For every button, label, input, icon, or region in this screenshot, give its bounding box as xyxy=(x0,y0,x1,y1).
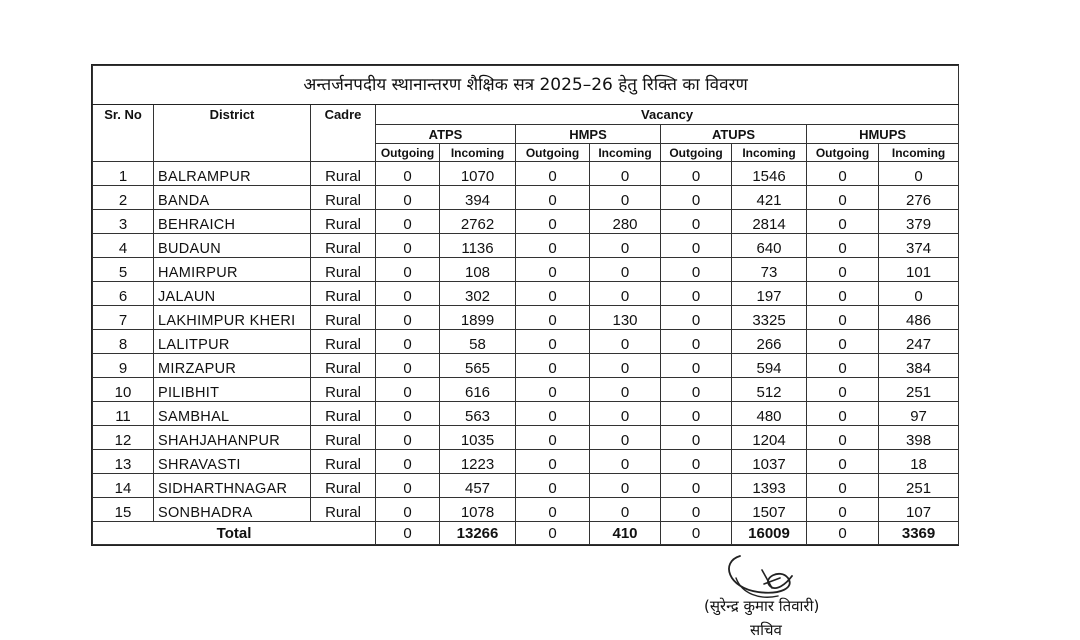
vacancy-cell: 0 xyxy=(661,498,732,522)
vacancy-cell: 0 xyxy=(376,234,440,258)
cadre-cell: Rural xyxy=(311,498,376,522)
vacancy-cell: 58 xyxy=(440,330,516,354)
incoming-header: Incoming xyxy=(590,144,661,162)
vacancy-cell: 0 xyxy=(516,234,590,258)
vacancy-cell: 1507 xyxy=(732,498,807,522)
vacancy-cell: 251 xyxy=(879,378,959,402)
vacancy-cell: 107 xyxy=(879,498,959,522)
vacancy-cell: 0 xyxy=(807,330,879,354)
vacancy-cell: 0 xyxy=(590,186,661,210)
vacancy-cell: 197 xyxy=(732,282,807,306)
vacancy-cell: 247 xyxy=(879,330,959,354)
vacancy-cell: 0 xyxy=(590,474,661,498)
district-cell: BALRAMPUR xyxy=(154,162,311,186)
vacancy-cell: 0 xyxy=(376,498,440,522)
cadre-cell: Rural xyxy=(311,330,376,354)
vacancy-cell: 0 xyxy=(516,210,590,234)
vacancy-cell: 0 xyxy=(590,402,661,426)
district-cell: BUDAUN xyxy=(154,234,311,258)
district-cell: JALAUN xyxy=(154,282,311,306)
group-header-hmps: HMPS xyxy=(516,125,661,144)
vacancy-cell: 0 xyxy=(376,330,440,354)
sr-no-cell: 10 xyxy=(93,378,154,402)
table-row xyxy=(93,378,959,402)
group-header-atups: ATUPS xyxy=(661,125,807,144)
sr-no-cell: 9 xyxy=(93,354,154,378)
vacancy-cell: 0 xyxy=(661,258,732,282)
vacancy-cell: 0 xyxy=(516,354,590,378)
vacancy-cell: 0 xyxy=(807,210,879,234)
page-title: अन्तर्जनपदीय स्थानान्तरण शैक्षिक सत्र 2025–26 हेतु रिक्ति का विवरण xyxy=(93,66,959,105)
vacancy-cell: 0 xyxy=(807,162,879,186)
table-row xyxy=(93,258,959,282)
vacancy-cell: 512 xyxy=(732,378,807,402)
vacancy-cell: 0 xyxy=(590,354,661,378)
vacancy-cell: 0 xyxy=(590,282,661,306)
cadre-header: Cadre xyxy=(311,105,376,162)
vacancy-cell: 0 xyxy=(879,282,959,306)
vacancy-cell: 0 xyxy=(661,330,732,354)
cadre-cell: Rural xyxy=(311,306,376,330)
vacancy-cell: 616 xyxy=(440,378,516,402)
vacancy-cell: 0 xyxy=(661,162,732,186)
vacancy-cell: 0 xyxy=(516,282,590,306)
outgoing-header: Outgoing xyxy=(807,144,879,162)
vacancy-cell: 1393 xyxy=(732,474,807,498)
vacancy-table xyxy=(92,65,959,545)
vacancy-cell: 266 xyxy=(732,330,807,354)
district-cell: MIRZAPUR xyxy=(154,354,311,378)
cadre-cell: Rural xyxy=(311,210,376,234)
total-cell: 13266 xyxy=(440,522,516,545)
vacancy-cell: 0 xyxy=(661,474,732,498)
vacancy-cell: 0 xyxy=(516,378,590,402)
cadre-cell: Rural xyxy=(311,282,376,306)
vacancy-cell: 1899 xyxy=(440,306,516,330)
vacancy-table-sheet xyxy=(91,64,959,546)
vacancy-cell: 0 xyxy=(807,474,879,498)
vacancy-cell: 1204 xyxy=(732,426,807,450)
outgoing-header: Outgoing xyxy=(661,144,732,162)
vacancy-cell: 0 xyxy=(661,426,732,450)
signatory-name: (सुरेन्द्र कुमार तिवारी) xyxy=(704,597,820,615)
vacancy-cell: 0 xyxy=(516,258,590,282)
sr-no-cell: 1 xyxy=(93,162,154,186)
outgoing-header: Outgoing xyxy=(376,144,440,162)
vacancy-cell: 1078 xyxy=(440,498,516,522)
table-row xyxy=(93,330,959,354)
vacancy-cell: 0 xyxy=(879,162,959,186)
vacancy-cell: 0 xyxy=(376,258,440,282)
vacancy-cell: 640 xyxy=(732,234,807,258)
vacancy-cell: 0 xyxy=(516,426,590,450)
vacancy-cell: 563 xyxy=(440,402,516,426)
sr-no-cell: 12 xyxy=(93,426,154,450)
vacancy-cell: 101 xyxy=(879,258,959,282)
total-cell: 0 xyxy=(661,522,732,545)
vacancy-cell: 0 xyxy=(376,450,440,474)
vacancy-cell: 1546 xyxy=(732,162,807,186)
vacancy-cell: 18 xyxy=(879,450,959,474)
vacancy-cell: 457 xyxy=(440,474,516,498)
vacancy-cell: 2762 xyxy=(440,210,516,234)
table-row xyxy=(93,186,959,210)
district-cell: SAMBHAL xyxy=(154,402,311,426)
vacancy-cell: 0 xyxy=(516,306,590,330)
sr-no-cell: 13 xyxy=(93,450,154,474)
incoming-header: Incoming xyxy=(440,144,516,162)
vacancy-cell: 565 xyxy=(440,354,516,378)
table-row xyxy=(93,234,959,258)
sr-no-cell: 11 xyxy=(93,402,154,426)
vacancy-cell: 0 xyxy=(590,498,661,522)
vacancy-cell: 0 xyxy=(807,378,879,402)
sr-no-header: Sr. No xyxy=(93,105,154,162)
vacancy-cell: 480 xyxy=(732,402,807,426)
table-row xyxy=(93,162,959,186)
vacancy-cell: 1223 xyxy=(440,450,516,474)
cadre-cell: Rural xyxy=(311,186,376,210)
district-cell: SHAHJAHANPUR xyxy=(154,426,311,450)
vacancy-cell: 1136 xyxy=(440,234,516,258)
district-cell: SIDHARTHNAGAR xyxy=(154,474,311,498)
vacancy-cell: 0 xyxy=(807,402,879,426)
total-cell: 0 xyxy=(516,522,590,545)
vacancy-cell: 280 xyxy=(590,210,661,234)
district-cell: PILIBHIT xyxy=(154,378,311,402)
sr-no-cell: 15 xyxy=(93,498,154,522)
vacancy-cell: 0 xyxy=(376,282,440,306)
district-cell: LAKHIMPUR KHERI xyxy=(154,306,311,330)
vacancy-cell: 0 xyxy=(661,186,732,210)
cadre-cell: Rural xyxy=(311,354,376,378)
total-cell: 410 xyxy=(590,522,661,545)
vacancy-cell: 398 xyxy=(879,426,959,450)
vacancy-cell: 0 xyxy=(376,186,440,210)
district-cell: HAMIRPUR xyxy=(154,258,311,282)
vacancy-cell: 0 xyxy=(661,450,732,474)
vacancy-cell: 73 xyxy=(732,258,807,282)
vacancy-cell: 0 xyxy=(376,210,440,234)
district-cell: SHRAVASTI xyxy=(154,450,311,474)
total-cell: 0 xyxy=(376,522,440,545)
vacancy-cell: 0 xyxy=(516,402,590,426)
vacancy-cell: 594 xyxy=(732,354,807,378)
vacancy-cell: 0 xyxy=(807,354,879,378)
vacancy-cell: 0 xyxy=(516,474,590,498)
vacancy-cell: 374 xyxy=(879,234,959,258)
vacancy-cell: 0 xyxy=(376,378,440,402)
vacancy-cell: 0 xyxy=(661,378,732,402)
vacancy-cell: 384 xyxy=(879,354,959,378)
vacancy-cell: 97 xyxy=(879,402,959,426)
district-cell: BANDA xyxy=(154,186,311,210)
vacancy-cell: 0 xyxy=(590,450,661,474)
total-row xyxy=(93,522,959,545)
vacancy-cell: 0 xyxy=(807,258,879,282)
vacancy-cell: 0 xyxy=(661,402,732,426)
cadre-cell: Rural xyxy=(311,402,376,426)
vacancy-cell: 379 xyxy=(879,210,959,234)
district-cell: SONBHADRA xyxy=(154,498,311,522)
vacancy-cell: 421 xyxy=(732,186,807,210)
vacancy-cell: 0 xyxy=(516,450,590,474)
vacancy-cell: 0 xyxy=(807,186,879,210)
vacancy-cell: 0 xyxy=(516,162,590,186)
vacancy-cell: 1037 xyxy=(732,450,807,474)
table-row xyxy=(93,210,959,234)
vacancy-cell: 0 xyxy=(661,282,732,306)
vacancy-cell: 2814 xyxy=(732,210,807,234)
vacancy-cell: 0 xyxy=(376,402,440,426)
vacancy-cell: 251 xyxy=(879,474,959,498)
sr-no-cell: 4 xyxy=(93,234,154,258)
table-row xyxy=(93,474,959,498)
vacancy-cell: 0 xyxy=(590,330,661,354)
signatory-post: सचिव xyxy=(750,621,782,639)
vacancy-cell: 0 xyxy=(376,306,440,330)
district-cell: LALITPUR xyxy=(154,330,311,354)
table-body xyxy=(93,162,959,522)
vacancy-cell: 130 xyxy=(590,306,661,330)
vacancy-cell: 0 xyxy=(807,426,879,450)
group-header-hmups: HMUPS xyxy=(807,125,959,144)
vacancy-cell: 0 xyxy=(590,234,661,258)
vacancy-cell: 0 xyxy=(376,426,440,450)
total-cell: 3369 xyxy=(879,522,959,545)
table-row xyxy=(93,450,959,474)
sr-no-cell: 7 xyxy=(93,306,154,330)
table-row xyxy=(93,402,959,426)
cadre-cell: Rural xyxy=(311,450,376,474)
cadre-cell: Rural xyxy=(311,474,376,498)
table-row xyxy=(93,426,959,450)
cadre-cell: Rural xyxy=(311,258,376,282)
cadre-cell: Rural xyxy=(311,426,376,450)
vacancy-cell: 0 xyxy=(661,234,732,258)
vacancy-cell: 302 xyxy=(440,282,516,306)
vacancy-header: Vacancy xyxy=(376,105,959,125)
vacancy-cell: 0 xyxy=(590,162,661,186)
vacancy-cell: 0 xyxy=(590,258,661,282)
vacancy-cell: 1035 xyxy=(440,426,516,450)
district-header: District xyxy=(154,105,311,162)
vacancy-cell: 276 xyxy=(879,186,959,210)
cadre-cell: Rural xyxy=(311,162,376,186)
table-row xyxy=(93,282,959,306)
table-row xyxy=(93,498,959,522)
cadre-cell: Rural xyxy=(311,234,376,258)
total-cell: 16009 xyxy=(732,522,807,545)
outgoing-header: Outgoing xyxy=(516,144,590,162)
sr-no-cell: 6 xyxy=(93,282,154,306)
vacancy-cell: 0 xyxy=(590,426,661,450)
vacancy-cell: 0 xyxy=(807,282,879,306)
group-header-atps: ATPS xyxy=(376,125,516,144)
table-row xyxy=(93,354,959,378)
vacancy-cell: 0 xyxy=(661,306,732,330)
total-label: Total xyxy=(93,522,376,545)
vacancy-cell: 0 xyxy=(590,378,661,402)
vacancy-cell: 1070 xyxy=(440,162,516,186)
incoming-header: Incoming xyxy=(732,144,807,162)
district-cell: BEHRAICH xyxy=(154,210,311,234)
sr-no-cell: 3 xyxy=(93,210,154,234)
sr-no-cell: 2 xyxy=(93,186,154,210)
vacancy-cell: 394 xyxy=(440,186,516,210)
incoming-header: Incoming xyxy=(879,144,959,162)
vacancy-cell: 0 xyxy=(516,186,590,210)
vacancy-cell: 0 xyxy=(807,306,879,330)
sr-no-cell: 14 xyxy=(93,474,154,498)
total-cell: 0 xyxy=(807,522,879,545)
vacancy-cell: 0 xyxy=(807,498,879,522)
sr-no-cell: 5 xyxy=(93,258,154,282)
vacancy-cell: 0 xyxy=(516,498,590,522)
vacancy-cell: 0 xyxy=(661,210,732,234)
vacancy-cell: 0 xyxy=(376,354,440,378)
vacancy-cell: 0 xyxy=(807,450,879,474)
vacancy-cell: 0 xyxy=(376,162,440,186)
vacancy-cell: 108 xyxy=(440,258,516,282)
sr-no-cell: 8 xyxy=(93,330,154,354)
table-row xyxy=(93,306,959,330)
vacancy-cell: 486 xyxy=(879,306,959,330)
vacancy-cell: 0 xyxy=(661,354,732,378)
vacancy-cell: 0 xyxy=(516,330,590,354)
vacancy-cell: 3325 xyxy=(732,306,807,330)
cadre-cell: Rural xyxy=(311,378,376,402)
vacancy-cell: 0 xyxy=(807,234,879,258)
vacancy-cell: 0 xyxy=(376,474,440,498)
